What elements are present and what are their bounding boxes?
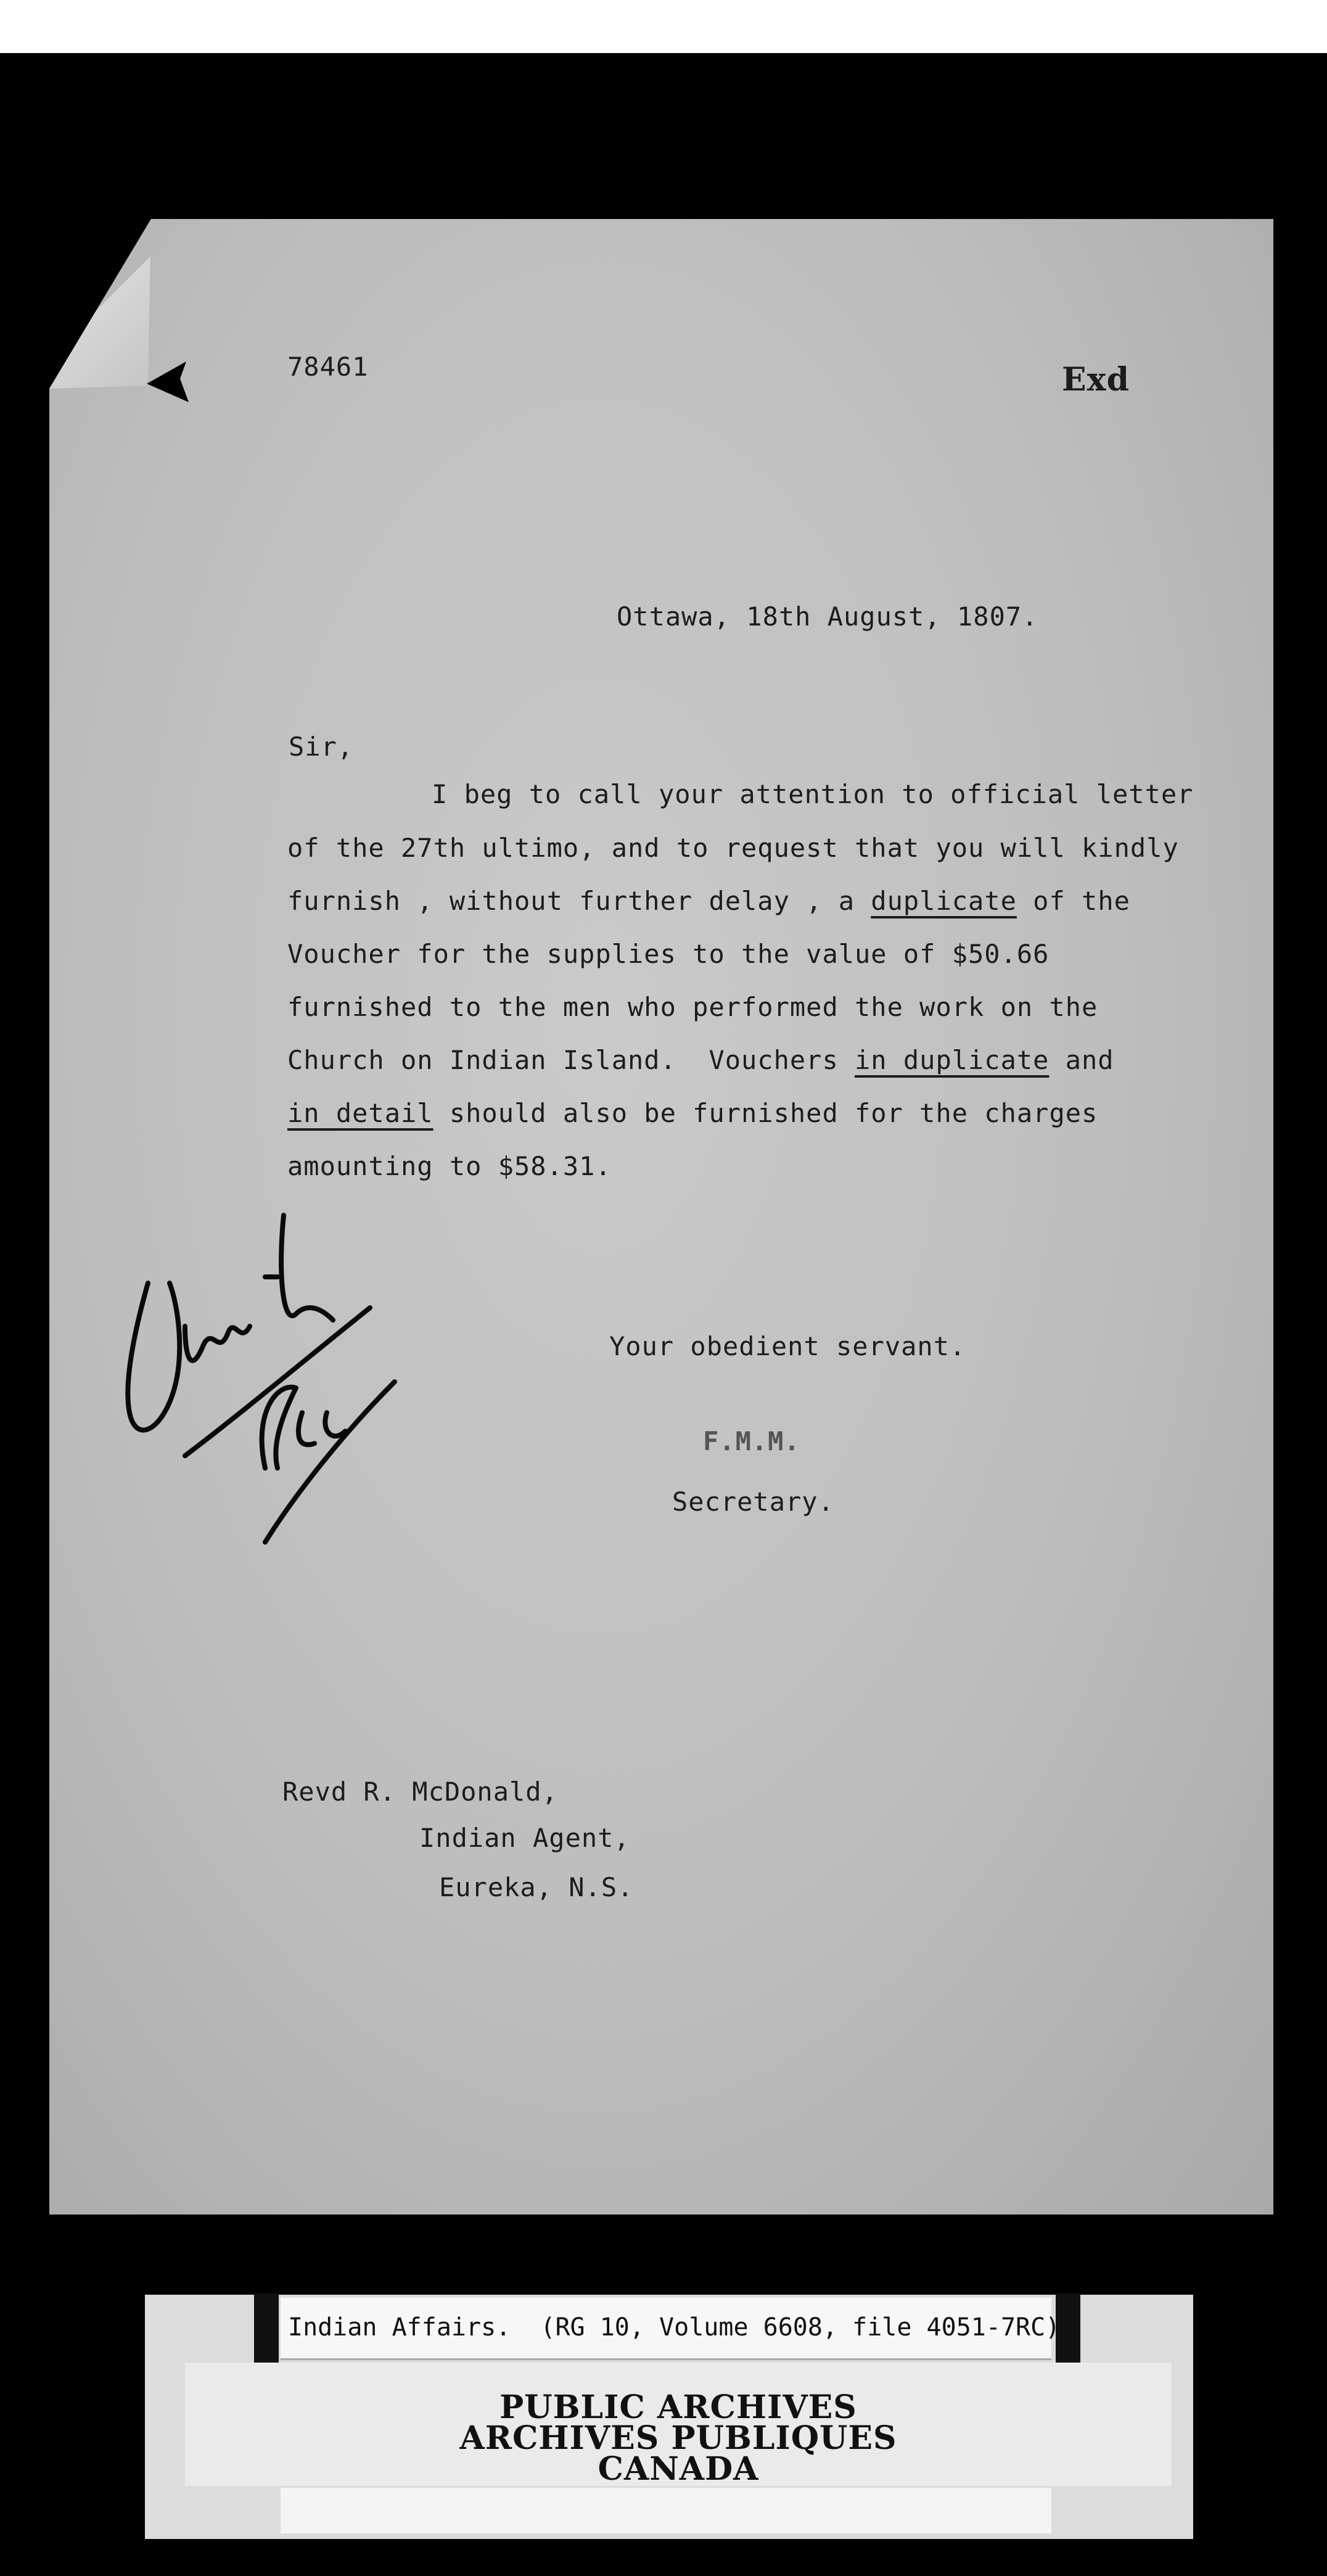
folded-corner [49,219,154,392]
addressee-title: Indian Agent, [419,1823,630,1853]
body-line-8: amounting to $58.31. [287,1151,612,1181]
corner-mark: Exd [1062,361,1130,398]
body-line-3 [287,886,1130,916]
body-line-4: Voucher for the supplies to the value of $50.66 [287,939,1050,969]
archive-reference: Indian Affairs. (RG 10, Volume 6608, file 4051-7RC) [288,2313,1061,2342]
scan-top-margin [0,0,1327,53]
body-line-3-b: of the [1016,886,1130,916]
underlined-in-detail: in detail [287,1098,433,1128]
body-line-2: of the 27th ultimo, and to request that you will kindly [287,833,1179,863]
body-line-6 [287,1045,1114,1075]
archive-reference-card [281,2298,1061,2360]
date-line: Ottawa, 18th August, 1807. [617,601,1038,632]
salutation: Sir, [289,732,354,762]
stamp-line-2: ARCHIVES PUBLIQUES [459,2419,897,2457]
file-number: 78461 [287,352,369,382]
underlined-in-duplicate: in duplicate [855,1045,1050,1075]
body-line-3-a: furnish , without further delay , a [287,886,871,916]
signature-initials: F.M.M. [703,1426,800,1456]
body-line-5: furnished to the men who performed the work on the [287,992,1098,1022]
underlined-duplicate: duplicate [871,886,1017,916]
stamp-line-1: PUBLIC ARCHIVES [499,2388,857,2426]
handwritten-initials-icon [111,1123,407,1567]
pointer-mark-icon [143,358,192,407]
stamp-line-3: CANADA [598,2450,759,2488]
signer-title: Secretary. [672,1487,834,1517]
addressee-place: Eureka, N.S. [439,1872,634,1902]
body-line-6-b: and [1049,1045,1114,1075]
closing: Your obedient servant. [609,1331,966,1361]
body-line-6-a: Church on Indian Island. Vouchers [287,1045,855,1075]
archive-bottom-card [281,2488,1051,2533]
body-line-7-b: should also be furnished for the charges [433,1098,1098,1128]
body-line-1: I beg to call your attention to official letter [432,779,1194,809]
body-line-7 [287,1098,1098,1128]
addressee-name: Revd R. McDonald, [282,1777,558,1807]
